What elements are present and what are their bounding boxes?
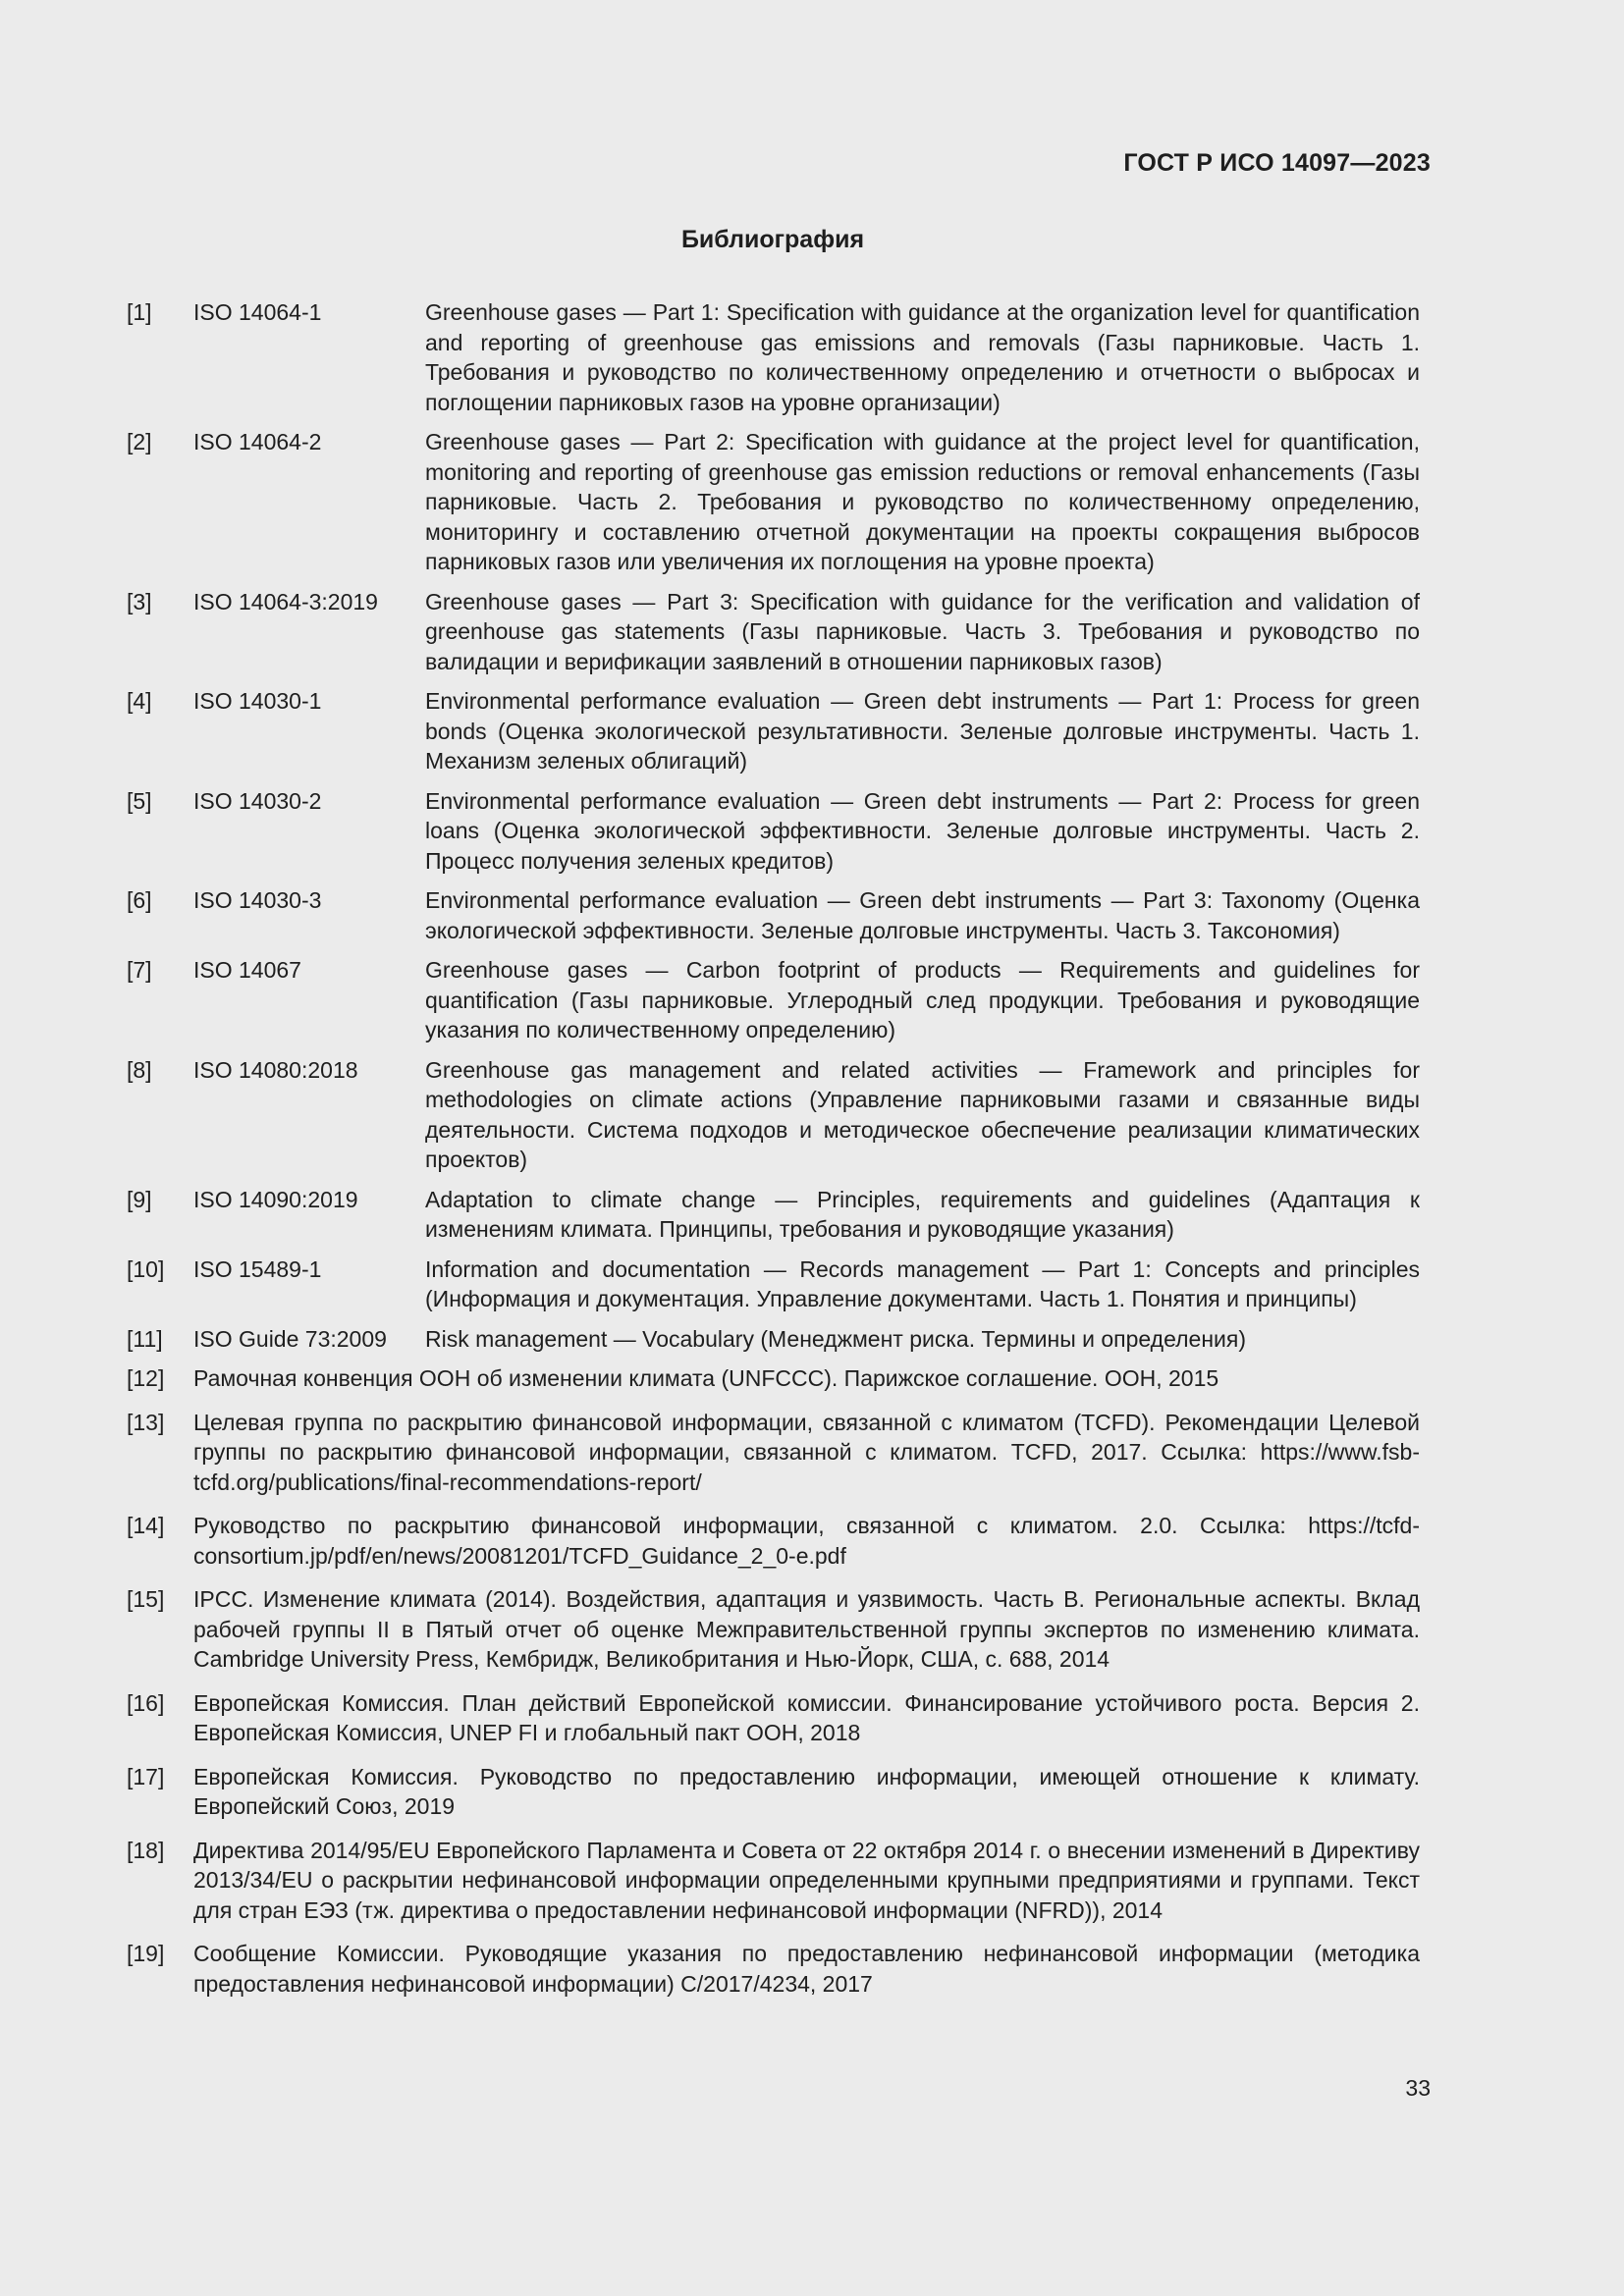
reference-text: Рамочная конвенция ООН об изменении климата (UNFCCC). Парижское соглашение. ООН, 2015 — [193, 1365, 1219, 1391]
page-number: 33 — [1405, 2075, 1431, 2101]
reference-number: [16] — [127, 1689, 165, 1716]
reference-code: ISO 14064-2 — [193, 429, 322, 454]
bibliography-title: Библиография — [680, 226, 865, 253]
reference-item — [127, 885, 1420, 945]
reference-number: [8] — [127, 1056, 152, 1083]
iso-reference-list — [127, 297, 1420, 1354]
reference-code: ISO 14064-3:2019 — [193, 588, 378, 614]
reference-code: ISO 14080:2018 — [193, 1056, 358, 1083]
reference-number: [13] — [127, 1409, 165, 1435]
reference-code: ISO 14030-2 — [193, 787, 322, 814]
reference-number: [6] — [127, 887, 152, 913]
reference-code: ISO 15489-1 — [193, 1255, 322, 1282]
reference-text: Environmental performance evaluation — Green debt instruments — Part 2: Process for green loans (Оценка экологической эффективности. Зеленые долговые инструменты. Часть 2. Процесс получения зеленых кредитов) — [425, 787, 1420, 874]
reference-code: ISO 14067 — [193, 957, 301, 983]
reference-text: Greenhouse gases — Carbon footprint of products — Requirements and guidelines for quantification (Газы парниковые. Углеродный след продукции. Требования и руководящие указания по количественному определению) — [425, 957, 1420, 1042]
reference-code: ISO 14030-1 — [193, 688, 322, 714]
reference-text: Information and documentation — Records management — Part 1: Concepts and principles (Информация и документация. Управление документами. Часть 1. Понятия и принципы) — [425, 1255, 1420, 1311]
reference-text: Европейская Комиссия. Руководство по предоставлению информации, имеющей отношение к климату. Европейский Союз, 2019 — [193, 1763, 1420, 1819]
reference-number: [3] — [127, 588, 152, 614]
reference-text: Руководство по раскрытию финансовой информации, связанной с климатом. 2.0. Ссылка: https://tcfd-consortium.jp/pdf/en/news/20081201/TCFD_Guidance_2_0-e.pdf — [193, 1513, 1420, 1569]
reference-text: Adaptation to climate change — Principles, requirements and guidelines (Адаптация к изменениям климата. Принципы, требования и руководящие указания) — [425, 1186, 1420, 1242]
reference-item — [127, 1762, 1420, 1822]
reference-item — [127, 1408, 1420, 1498]
standard-designation: ГОСТ Р ИСО 14097—2023 — [1123, 149, 1431, 177]
reference-item — [127, 1511, 1420, 1571]
reference-number: [12] — [127, 1365, 165, 1391]
reference-text: Greenhouse gases — Part 3: Specification with guidance for the verification and validation of greenhouse gas statements (Газы парниковые. Часть 3. Требования и руководство по валидации и верификации заявлений в отношении парниковых газов) — [425, 588, 1420, 674]
reference-item — [127, 297, 1420, 417]
reference-item — [127, 1324, 1420, 1355]
reference-item — [127, 955, 1420, 1045]
reference-number: [5] — [127, 787, 152, 814]
reference-item — [127, 1939, 1420, 1999]
reference-text: Greenhouse gas management and related activities — Framework and principles for methodologies on climate actions (Управление парниковыми газами и связанные виды деятельности. Система подходов и методическое обеспечение реализации климатических проектов) — [425, 1056, 1420, 1172]
reference-item — [127, 427, 1420, 577]
reference-text: Environmental performance evaluation — Green debt instruments — Part 3: Taxonomy (Оценка экологической эффективности. Зеленые долговые инструменты. Часть 3. Таксономия) — [425, 887, 1420, 943]
reference-text: Risk management — Vocabulary (Менеджмент риска. Термины и определения) — [425, 1325, 1247, 1352]
reference-item — [127, 686, 1420, 776]
reference-number: [19] — [127, 1941, 165, 1966]
reference-number: [10] — [127, 1255, 165, 1282]
reference-number: [9] — [127, 1186, 152, 1212]
reference-item — [127, 1185, 1420, 1245]
reference-number: [4] — [127, 688, 152, 714]
reference-code: ISO 14064-1 — [193, 299, 322, 325]
reference-number: [7] — [127, 957, 152, 983]
reference-code: ISO 14090:2019 — [193, 1186, 358, 1212]
reference-text: Директива 2014/95/EU Европейского Парламента и Совета от 22 октября 2014 г. о внесении изменений в Директиву 2013/34/EU о раскрытии нефинансовой информации определенными крупными предприятиями и группами. Текст для стран ЕЭЗ (тж. директива о предоставлении нефинансовой информации (NFRD)), 2014 — [193, 1837, 1420, 1923]
reference-text: Greenhouse gases — Part 1: Specification with guidance at the organization level for quantification and reporting of greenhouse gas emissions and removals (Газы парниковые. Часть 1. Требования и руководство по количественному определению и отчетности о выбросах и поглощении парниковых газов на уровне организации) — [425, 299, 1420, 415]
reference-item — [127, 1255, 1420, 1314]
bibliography-list — [127, 297, 1420, 2012]
reference-text: Сообщение Комиссии. Руководящие указания по предоставлению нефинансовой информации (методика предоставления нефинансовой информации) C/2017/4234, 2017 — [193, 1941, 1420, 1997]
reference-code: ISO 14030-3 — [193, 887, 322, 913]
reference-number: [18] — [127, 1837, 165, 1863]
reference-number: [17] — [127, 1763, 165, 1789]
reference-number: [1] — [127, 299, 152, 325]
reference-item — [127, 1836, 1420, 1926]
other-reference-list — [127, 1363, 1420, 1999]
reference-item — [127, 786, 1420, 877]
reference-number: [15] — [127, 1586, 165, 1612]
reference-number: [11] — [127, 1325, 163, 1352]
reference-text: Целевая группа по раскрытию финансовой информации, связанной с климатом (TCFD). Рекомендации Целевой группы по раскрытию финансовой информации, связанной с климатом. TCFD, 2017. Ссылка: https://www.fsb-tcfd.org/publications/final-recommendations-report/ — [193, 1409, 1420, 1495]
reference-text: Environmental performance evaluation — Green debt instruments — Part 1: Process for green bonds (Оценка экологической результативности. Зеленые долговые инструменты. Часть 1. Механизм зеленых облигаций) — [425, 688, 1420, 774]
reference-item — [127, 1688, 1420, 1748]
reference-item — [127, 1584, 1420, 1675]
reference-item — [127, 1363, 1420, 1394]
reference-number: [14] — [127, 1513, 165, 1538]
reference-item — [127, 1055, 1420, 1175]
reference-text: Европейская Комиссия. План действий Европейской комиссии. Финансирование устойчивого роста. Версия 2. Европейская Комиссия, UNEP FI и глобальный пакт ООН, 2018 — [193, 1689, 1420, 1745]
reference-item — [127, 587, 1420, 677]
reference-number: [2] — [127, 429, 152, 454]
reference-text: IPCC. Изменение климата (2014). Воздействия, адаптация и уязвимость. Часть B. Региональные аспекты. Вклад рабочей группы II в Пятый отчет об оценке Межправительственной группы экспертов по изменению климата. Cambridge University Press, Кембридж, Великобритания и Нью-Йорк, США, с. 688, 2014 — [193, 1586, 1420, 1672]
reference-text: Greenhouse gases — Part 2: Specification with guidance at the project level for quantification, monitoring and reporting of greenhouse gas emission reductions or removal enhancements (Газы парниковые. Часть 2. Требования и руководство по количественному определению, мониторингу и составлению отчетной документации на проекты сокращения выбросов парниковых газов или увеличения их поглощения на уровне проекта) — [425, 429, 1420, 574]
reference-code: ISO Guide 73:2009 — [193, 1325, 387, 1352]
